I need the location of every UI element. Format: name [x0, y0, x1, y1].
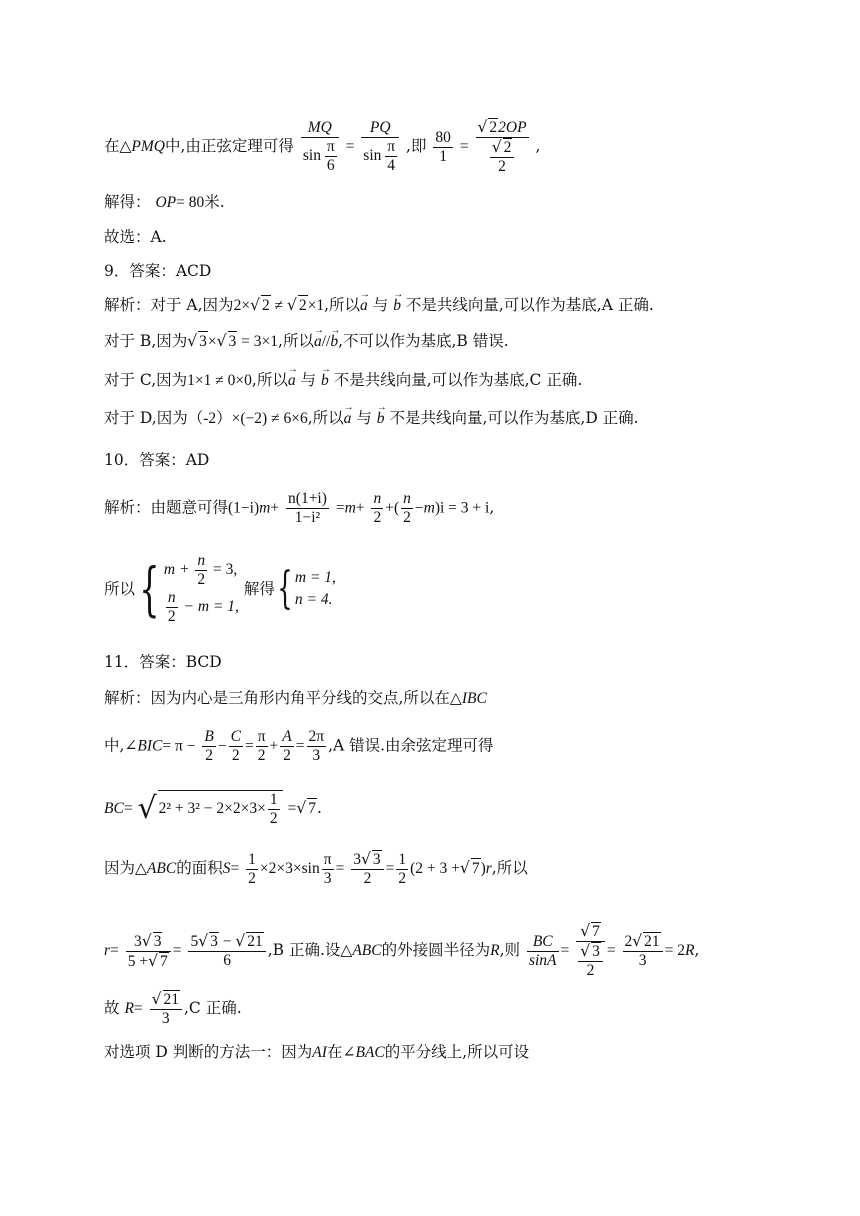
fraction: [476, 118, 529, 176]
text-line-14: 中,∠BIC= π − $\frac{B}{2}$ − $\frac{C}{2}$ = $\frac{\pi}{2}$ + $\frac{A}{2}$ = $\frac{2\pi}{3}$ ,A 错误.由余弦定理可得: [104, 728, 494, 764]
fraction: [361, 119, 399, 175]
fraction: [301, 119, 339, 175]
text: 解得：: [104, 193, 151, 211]
denominator: 1: [439, 147, 448, 165]
denominator: sin $\frac{\pi}{6}$: [302, 138, 335, 174]
text: ,: [535, 137, 541, 155]
text-line-17: r= $\frac{3√ 3}{5 +√ 7}$ = $\frac{5√ 3 - √ 21}{6}$ ,B 正确.设△ABC的外接圆半径为R,则 $\frac{BC}{\sin A}$ = $\frac{√ 7}{\frac{√ 3}{2}}$ = $\frac{2√ 21}{3}$ = 2R,: [104, 922, 700, 979]
text-line-19: 对选项 D 判断的方法一：因为AI在∠BAC的平分线上,所以可设: [104, 1043, 530, 1061]
text-line-13: 解析：因为内心是三角形内角平分线的交点,所以在△IBC: [104, 689, 487, 707]
math-var: PMQ: [131, 138, 165, 155]
text-line-2: [104, 192, 225, 213]
math-expr: = 80: [176, 194, 205, 211]
text-line-11: 所以{ m + $\frac{n}{2}$ = 3, $\frac{n}{2}$ − m = 1, 解得{ m = 1, n = 4.: [104, 552, 336, 625]
math-var: OP: [155, 194, 177, 211]
text-line-6: 对于 B,因为√ 3×√ 3 = 3×1,所以→ a//→ b,不可以作为基底,B 错误.: [104, 331, 509, 352]
denominator: sin $\frac{\pi}{4}$: [363, 138, 396, 174]
text-line-1: 在△PMQ中,由正弦定理可得 MQ sin $\frac{\pi}{6}$ = PQ sin $\frac{\pi}{4}$ ,即 $\frac{80}{1}$ = $\frac{√ 22OP}{\frac{√ 2}{2}}$ ,: [104, 118, 541, 175]
text-line-3: 故选：A.: [104, 228, 167, 246]
numerator: MQ: [301, 119, 339, 138]
answer-10-heading: 10．答案：AD: [104, 451, 210, 469]
text: ,即: [406, 137, 427, 155]
numerator: √ 22OP: [477, 118, 527, 136]
numerator: PQ: [361, 119, 399, 138]
denominator: $\frac{√ 2}{2}$: [476, 138, 529, 176]
fraction: [433, 129, 453, 166]
text-line-15: BC= √ 2² + 3² − 2×2×3× $\frac{1}{2}$ =√ 7.: [104, 791, 322, 827]
answer-9-heading: 9．答案：ACD: [104, 262, 212, 280]
text-line-8: 对于 D,因为（-2）×(−2) ≠ 6×6,所以→ a 与 → b 不是共线向量,可以作为基底,D 正确.: [104, 408, 639, 429]
text: 中,由正弦定理可得: [165, 137, 294, 155]
text-line-16: 因为△ABC的面积S= $\frac{1}{2}$ ×2×3×sin $\frac{\pi}{3}$ = $\frac{3√ 3}{2}$ = $\frac{1}{2}$ (2 + 3 +√ 7)r,所以: [104, 850, 528, 887]
text-line-5: 解析：对于 A,因为2×√ 2 ≠ √ 2×1,所以→ a 与 → b 不是共线向量,可以作为基底,A 正确.: [104, 295, 654, 316]
numerator: 80: [435, 128, 451, 146]
text-line-10: 解析：由题意可得(1−i)m+ $\frac{n(1+i)}{\text{1−i²}}$ =m+ $\frac{n}{2}$ +( $\frac{n}{2}$ −m)i = 3 + i,: [104, 490, 495, 526]
text-line-7: 对于 C,因为1×1 ≠ 0×0,所以→ a 与 → b 不是共线向量,可以作为基底,C 正确.: [104, 370, 582, 391]
text: 米.: [204, 193, 225, 211]
text: 在△: [104, 137, 132, 155]
answer-11-heading: 11．答案：BCD: [104, 653, 222, 671]
text-line-18: 故 R= $\frac{√ 21}{3}$ ,C 正确.: [104, 990, 242, 1027]
